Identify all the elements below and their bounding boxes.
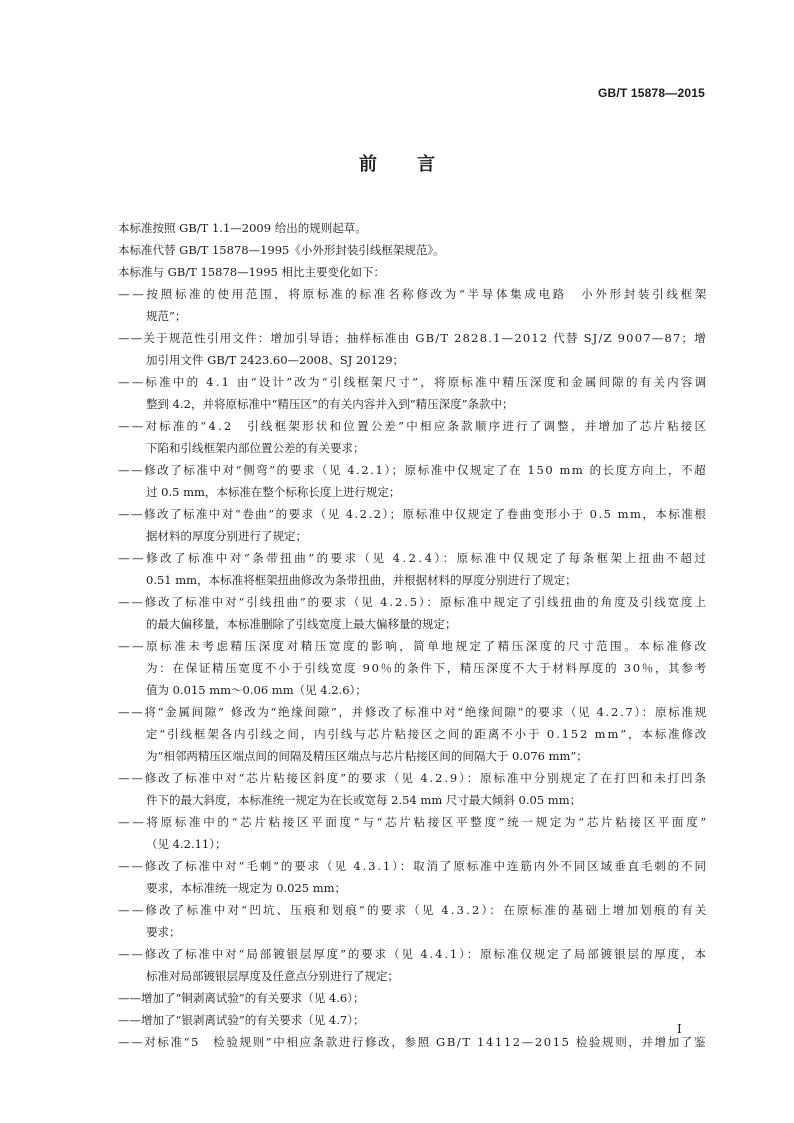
- text-line: （见 4.2.11）；: [146, 837, 227, 851]
- text-line: ——将“金属间隙” 修改为“绝缘间隙”，并修改了标准中对“绝缘间隙”的要求（见 4.2.7）：原标准规: [118, 705, 708, 719]
- text-line: ——修改了标准中对“凹坑、压痕和划痕”的要求（见 4.3.2）：在原标准的基础上增加划痕的有关: [118, 903, 709, 917]
- text-line: ——对标准的“4.2 引线框架形状和位置公差”中相应条款顺序进行了调整，并增加了芯片粘接区: [118, 419, 709, 433]
- text-line: ——增加了“银剥离试验”的有关要求（见 4.7）；: [118, 1013, 365, 1027]
- text-line: 为：在保证精压宽度不小于引线宽度 90％的条件下，精压深度不大于材料厚度的 30％，其参考: [146, 661, 708, 675]
- text-line: 下陷和引线框架内部位置公差的有关要求；: [146, 441, 365, 455]
- text-line: ——修改了标准中对“条带扭曲”的要求（见 4.2.4）：原标准中仅规定了每条框架上扭曲不超过: [118, 551, 709, 565]
- text-line: 的最大偏移量，本标准删除了引线宽度上最大偏移量的规定；: [146, 617, 457, 631]
- text-line: ——增加了“铜剥离试验”的有关要求（见 4.6）；: [118, 991, 365, 1005]
- text-line: 值为 0.015 mm～0.06 mm（见 4.2.6）；: [146, 683, 367, 697]
- text-line: ——修改了标准中对“卷曲”的要求（见 4.2.2）；原标准中仅规定了卷曲变形小于 0.5 mm，本标准根: [118, 507, 708, 521]
- text-line: 本标准代替 GB/T 15878—1995《小外形封装引线框架规范》。: [118, 243, 445, 257]
- page-title: 前言: [359, 154, 475, 175]
- text-line: ——标准中的 4.1 由“设计”改为“引线框架尺寸”，将原标准中精压深度和金属间隙的有关内容调: [118, 375, 709, 389]
- text-line: 本标准与 GB/T 15878—1995 相比主要变化如下：: [118, 265, 385, 279]
- text-line: ——修改了标准中对“局部镀银层厚度”的要求（见 4.4.1）：原标准仅规定了局部镀银层的厚度，本: [118, 947, 708, 961]
- text-line: 据材料的厚度分别进行了规定；: [146, 529, 307, 543]
- text-line: 标准对局部镀银层厚度及任意点分别进行了规定；: [146, 969, 399, 983]
- text-line: ——按照标准的使用范围，将原标准的标准名称修改为“半导体集成电路 小外形封装引线框架: [118, 287, 710, 301]
- text-line: 本标准按照 GB/T 1.1—2009 给出的规则起草。: [118, 221, 367, 235]
- text-line: ——修改了标准中对“侧弯”的要求（见 4.2.1）；原标准中仅规定了在 150 mm 的长度方向上，不超: [118, 463, 708, 477]
- text-line: 加引用文件 GB/T 2423.60—2008、SJ 20129；: [146, 353, 405, 367]
- text-line: ——修改了标准中对“引线扭曲”的要求（见 4.2.5）：原标准中规定了引线扭曲的角度及引线宽度上: [118, 595, 708, 609]
- text-line: 过 0.5 mm，本标准在整个标称长度上进行规定；: [146, 485, 401, 499]
- text-line: 为“相邻两精压区端点间的间隔及精压区端点与芯片粘接区间的间隔大于 0.076 mm”；: [146, 749, 588, 763]
- text-line: ——修改了标准中对“毛刺”的要求（见 4.3.1）：取消了原标准中连筋内外不同区域垂直毛刺的不同: [118, 859, 708, 873]
- text-line: 件下的最大斜度，本标准统一规定为在长或宽每 2.54 mm 尺寸最大倾斜 0.05 mm；: [146, 793, 582, 807]
- text-line: ——原标准未考虑精压深度对精压宽度的影响，简单地规定了精压深度的尺寸范围。本标准修改: [118, 639, 709, 653]
- text-line: ——修改了标准中对“芯片粘接区斜度”的要求（见 4.2.9）：原标准中分别规定了在打凹和未打凹条: [118, 771, 708, 785]
- text-line: 要求；: [146, 925, 181, 939]
- text-line: ——将原标准中的“芯片粘接区平面度”与“芯片粘接区平整度”统一规定为“芯片粘接区平面度”: [118, 815, 709, 829]
- text-line: 整到 4.2，并将原标准中“精压区”的有关内容并入到“精压深度”条款中；: [146, 397, 514, 411]
- text-line: 0.51 mm，本标准将框架扭曲修改为条带扭曲，并根据材料的厚度分别进行了规定；: [146, 573, 577, 587]
- text-line: ——对标准“5 检验规则”中相应条款进行修改，参照 GB/T 14112—2015 检验规则，并增加了鉴: [118, 1035, 708, 1049]
- text-line: ——关于规范性引用文件：增加引导语；抽样标准由 GB/T 2828.1—2012 代替 SJ/Z 9007—87；增: [118, 331, 707, 345]
- standard-code: GB/T 15878—2015: [597, 86, 705, 100]
- text-line: 要求，本标准统一规定为 0.025 mm；: [146, 881, 347, 895]
- text-line: 定“引线框架各内引线之间，内引线与芯片粘接区之间的距离不小于 0.152 mm”，本标准修改: [146, 727, 709, 741]
- page-number: I: [677, 1022, 682, 1036]
- text-line: 规范”；: [146, 309, 187, 323]
